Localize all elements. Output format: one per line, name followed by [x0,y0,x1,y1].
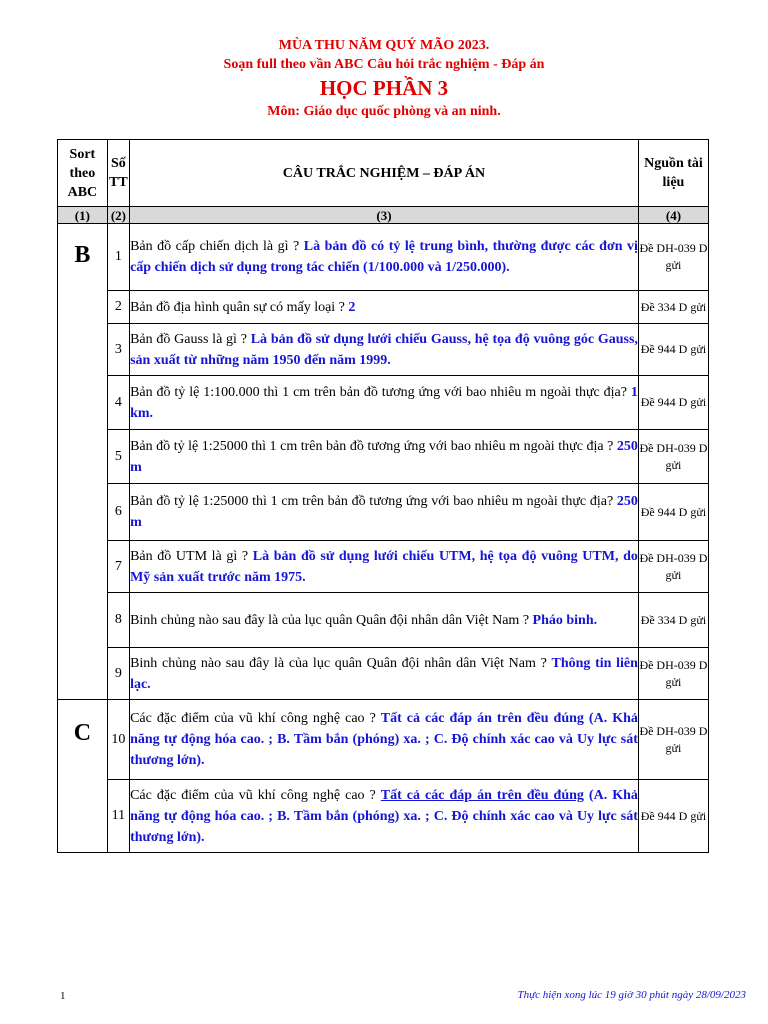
answer-text: 2 [348,299,356,315]
question-cell [130,780,639,853]
row-number: 8 [107,593,129,648]
table-row [58,224,709,291]
row-number: 9 [107,648,129,700]
row-number: 4 [107,376,129,430]
answer-text: (A. Khả năng tự động hóa cao. ; B. Tầm bắn (phóng) xa. ; C. Độ chính xác cao và Uy lực sát thương lớn). [130,787,638,845]
table-row [58,324,709,376]
document-header [0,36,768,121]
source-cell: Đề 334 D gửi [638,593,708,648]
source-cell: Đề DH-039 D gửi [638,224,708,291]
group-cell-c [58,700,108,853]
question-text: Bản đồ cấp chiến dịch là gì ? [130,239,304,254]
group-cell-b [58,224,108,700]
col-index: (1) [58,207,108,224]
source-cell: Đề DH-039 D gửi [638,648,708,700]
question-cell [130,541,639,593]
question-cell [130,224,639,291]
source-cell: Đề DH-039 D gửi [638,541,708,593]
row-number: 10 [107,700,129,780]
completion-note: Thực hiện xong lúc 19 giờ 30 phút ngày 28/09/2023 [517,989,746,1001]
answer-text: 1 km. [130,384,638,421]
question-text: Bản đồ Gauss là gì ? [130,331,251,347]
row-number: 6 [107,484,129,541]
source-cell: Đề 944 D gửi [638,484,708,541]
question-text: Bản đồ địa hình quân sự có mấy loại ? [130,299,349,315]
answer-text: Là bản đồ có tỷ lệ trung bình, thường được các đơn vị cấp chiến dịch sử dụng trong tác chiến (1/100.000 và 1/250.000). [130,239,638,275]
answer-text: 250 m [130,438,638,475]
answer-text: Thông tin liên lạc. [130,655,638,692]
page-title: HỌC PHẦN 3 [319,76,449,100]
answer-text: Là bản đồ sử dụng lưới chiếu UTM, hệ tọa độ vuông UTM, do Mỹ sản xuất trước năm 1975. [130,548,638,585]
col-header-source: Nguồn tài liệu [638,140,708,207]
question-text: Binh chủng nào sau đây là của lục quân Quân đội nhân dân Việt Nam ? [130,655,552,671]
table-row [58,648,709,700]
group-letter: C [73,720,92,746]
question-text: Binh chủng nào sau đây là của lục quân Quân đội nhân dân Việt Nam ? [130,612,533,628]
table-row [58,700,709,780]
question-text: Các đặc điểm của vũ khí công nghệ cao ? [130,711,381,726]
table-row [58,291,709,324]
table-row [58,780,709,853]
subject-line: Môn: Giáo dục quốc phòng và an ninh. [267,104,501,119]
description-line: Soạn full theo vần ABC Câu hỏi trắc nghiệm - Đáp án [223,57,545,72]
row-number: 3 [107,324,129,376]
source-cell: Đề 944 D gửi [638,324,708,376]
col-header-number: Số TT [107,140,129,207]
source-cell: Đề 334 D gửi [638,291,708,324]
page-number: 1 [60,990,66,1002]
source-cell: Đề DH-039 D gửi [638,700,708,780]
source-cell: Đề DH-039 D gửi [638,430,708,484]
question-cell [130,376,639,430]
question-cell [130,291,639,324]
col-header-content: CÂU TRẮC NGHIỆM – ĐÁP ÁN [130,140,639,207]
row-number: 7 [107,541,129,593]
col-header-sort: Sort theo ABC [58,140,108,207]
subheader-row [58,207,709,224]
season-line: MÙA THU NĂM QUÝ MÃO 2023. [278,38,490,53]
row-number: 1 [107,224,129,291]
question-cell [130,593,639,648]
question-cell [130,430,639,484]
question-cell [130,484,639,541]
question-cell [130,700,639,780]
quiz-table [57,139,709,853]
question-text: Bản đồ UTM là gì ? [130,548,253,564]
table-row [58,541,709,593]
question-cell [130,648,639,700]
answer-text: Là bản đồ sử dụng lưới chiếu Gauss, hệ tọa độ vuông góc Gauss, sản xuất từ những năm 1950 đến năm 1999. [130,331,638,368]
row-number: 5 [107,430,129,484]
col-index: (4) [638,207,708,224]
row-number: 11 [107,780,129,853]
col-index: (2) [107,207,129,224]
table-row [58,593,709,648]
question-text: Các đặc điểm của vũ khí công nghệ cao ? [130,787,381,803]
table-row [58,376,709,430]
source-cell: Đề 944 D gửi [638,376,708,430]
question-text: Bản đồ tỷ lệ 1:25000 thì 1 cm trên bản đồ tương ứng với bao nhiêu m ngoài thực địa? [130,494,617,509]
question-text: Bản đồ tỷ lệ 1:100.000 thì 1 cm trên bản đồ tương ứng với bao nhiêu m ngoài thực địa? [130,384,631,400]
question-cell [130,324,639,376]
answer-text: Tất cả các đáp án trên đều đúng (A. Khả năng tự động hóa cao. ; B. Tầm bắn (phóng) xa. ; C. Độ chính xác cao và Uy lực sát thương lớn). [130,711,638,768]
col-index: (3) [130,207,639,224]
header-row [58,140,709,207]
question-text: Bản đồ tỷ lệ 1:25000 thì 1 cm trên bản đồ tương ứng với bao nhiêu m ngoài thực địa ? [130,438,617,454]
group-letter: B [74,242,91,268]
answer-text: Pháo binh. [532,612,598,628]
table-row [58,430,709,484]
answer-text: 250 m [130,494,638,530]
table-row [58,484,709,541]
row-number: 2 [107,291,129,324]
source-cell: Đề 944 D gửi [638,780,708,853]
answer-underlined-text: Tất cả các đáp án trên đều đúng [380,787,584,803]
